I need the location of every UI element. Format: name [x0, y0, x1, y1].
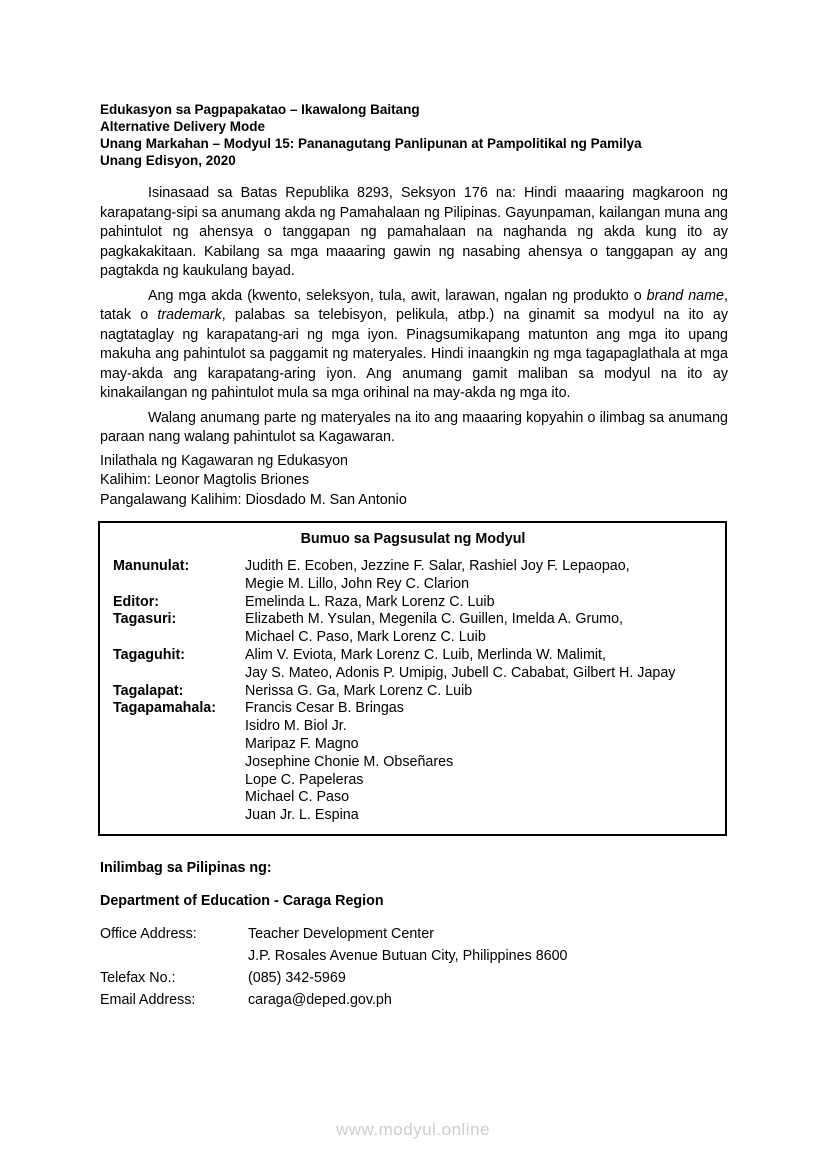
credits-names [245, 683, 713, 701]
publisher-line: Inilathala ng Kagawaran ng Edukasyon [100, 452, 348, 469]
contact-value-line: Teacher Development Center [248, 925, 434, 942]
credits-name-line: Francis Cesar B. Bringas [245, 700, 404, 717]
paragraph-copyright-law: Isinasaad sa Batas Republika 8293, Seksyon 176 na: Hindi maaaring magkaroon ng karapatang-sipi sa anumang akda ng Pamahalaan ng Pilipinas. Gayunpaman, kailangan muna ang pahintulot ng ahensya o tanggapan ng pamahalaan na naghanda ng akda kung ito ay pagkakakitaan. Kabilang sa mga maaaring gawin ng nasabing ahensya o tanggapan ay ang pagtakda ng kaukulang bayad. [100, 185, 728, 279]
credits-row [113, 700, 713, 825]
credits-names [245, 594, 713, 612]
imprint-publisher: Department of Education - Caraga Region [100, 893, 384, 910]
contact-label: Email Address: [100, 991, 196, 1008]
contact-label: Office Address: [100, 925, 197, 942]
credits-role-label: Tagasuri: [113, 611, 177, 628]
contact-value [248, 923, 728, 967]
paragraph-copyright-works [100, 287, 728, 404]
credits-role-label: Manunulat: [113, 558, 190, 574]
contact-block [100, 923, 728, 1011]
paragraph-text: Ang mga akda (kwento, seleksyon, tula, awit, larawan, ngalan ng produkto o [148, 287, 647, 304]
credits-box [98, 521, 727, 836]
imprint-printed-in: Inilimbag sa Pilipinas ng: [100, 859, 272, 876]
credits-name-line: Jay S. Mateo, Adonis P. Umipig, Jubell C. Cababat, Gilbert H. Japay [245, 664, 676, 681]
italic-term: brand name [646, 287, 724, 304]
credits-row [113, 647, 713, 683]
contact-row [100, 967, 728, 989]
contact-value-line: (085) 342-5969 [248, 969, 346, 986]
page-content [100, 101, 728, 1011]
credits-rows [113, 558, 713, 825]
paragraph-no-reproduction: Walang anumang parte ng materyales na ito ang maaaring kopyahin o ilimbag sa anumang paraan nang walang pahintulot sa Kagawaran. [100, 409, 728, 445]
credits-names [245, 647, 713, 683]
paragraph-text: , tatak o [100, 287, 728, 323]
italic-term: trademark [157, 307, 222, 323]
credits-row [113, 594, 713, 612]
credits-name-line: Lope C. Papeleras [245, 771, 364, 788]
contact-label: Telefax No.: [100, 969, 176, 986]
contact-value [248, 989, 728, 1011]
credits-box-title: Bumuo sa Pagsusulat ng Modyul [300, 531, 526, 547]
header-line: Unang Markahan – Modyul 15: Pananagutang Panlipunan at Pampolitikal ng Pamilya [100, 136, 642, 151]
publisher-block [100, 452, 728, 511]
publisher-line: Pangalawang Kalihim: Diosdado M. San Antonio [100, 491, 407, 508]
credits-name-line: Michael C. Paso, Mark Lorenz C. Luib [245, 629, 486, 646]
contact-value-line: J.P. Rosales Avenue Butuan City, Philippines 8600 [248, 947, 568, 964]
credits-row [113, 558, 713, 594]
contact-row [100, 923, 728, 967]
contact-row [100, 989, 728, 1011]
credits-role-label: Tagapamahala: [113, 700, 217, 717]
credits-name-line: Megie M. Lillo, John Rey C. Clarion [245, 575, 470, 592]
credits-name-line: Nerissa G. Ga, Mark Lorenz C. Luib [245, 682, 473, 699]
paragraph-text: , palabas sa telebisyon, pelikula, atbp.) na ginamit sa modyul na ito ay nagtataglay ng karapatang-ari ng mga iyon. Pinagsumikapang matunton ang mga ito upang makuha ang pahintulot sa paggamit ng materyales. Hindi inaangkin ng mga tagapaglathala at mga may-akda ang karapatang-aring iyon. Ang anumang gamit maliban sa modyul na ito ay kinakailangan ng pahintulot mula sa mga orihinal na may-akda ng mga ito. [100, 307, 728, 401]
module-title-block [100, 101, 728, 169]
credits-name-line: Isidro M. Biol Jr. [245, 718, 347, 735]
credits-name-line: Elizabeth M. Ysulan, Megenila C. Guillen, Imelda A. Grumo, [245, 611, 623, 628]
credits-name-line: Josephine Chonie M. Obseñares [245, 753, 454, 770]
contact-value-line: caraga@deped.gov.ph [248, 991, 392, 1008]
credits-names [245, 558, 713, 594]
credits-name-line: Judith E. Ecoben, Jezzine F. Salar, Rashiel Joy F. Lepaopao, [245, 558, 630, 574]
credits-row [113, 611, 713, 647]
credits-names [245, 611, 713, 647]
credits-name-line: Michael C. Paso [245, 789, 350, 806]
header-line: Alternative Delivery Mode [100, 119, 266, 134]
credits-row [113, 683, 713, 701]
watermark: www.modyul.online [335, 1120, 490, 1139]
header-line: Edukasyon sa Pagpapakatao – Ikawalong Baitang [100, 102, 420, 117]
credits-name-line: Juan Jr. L. Espina [245, 807, 359, 824]
header-line: Unang Edisyon, 2020 [100, 153, 236, 168]
credits-role-label: Editor: [113, 593, 160, 610]
credits-role-label: Tagaguhit: [113, 646, 186, 663]
credits-role-label: Tagalapat: [113, 682, 184, 699]
contact-value [248, 967, 728, 989]
credits-name-line: Maripaz F. Magno [245, 735, 359, 752]
credits-names [245, 700, 713, 825]
publisher-line: Kalihim: Leonor Magtolis Briones [100, 472, 309, 488]
credits-name-line: Alim V. Eviota, Mark Lorenz C. Luib, Merlinda W. Malimit, [245, 646, 606, 663]
credits-name-line: Emelinda L. Raza, Mark Lorenz C. Luib [245, 593, 495, 610]
